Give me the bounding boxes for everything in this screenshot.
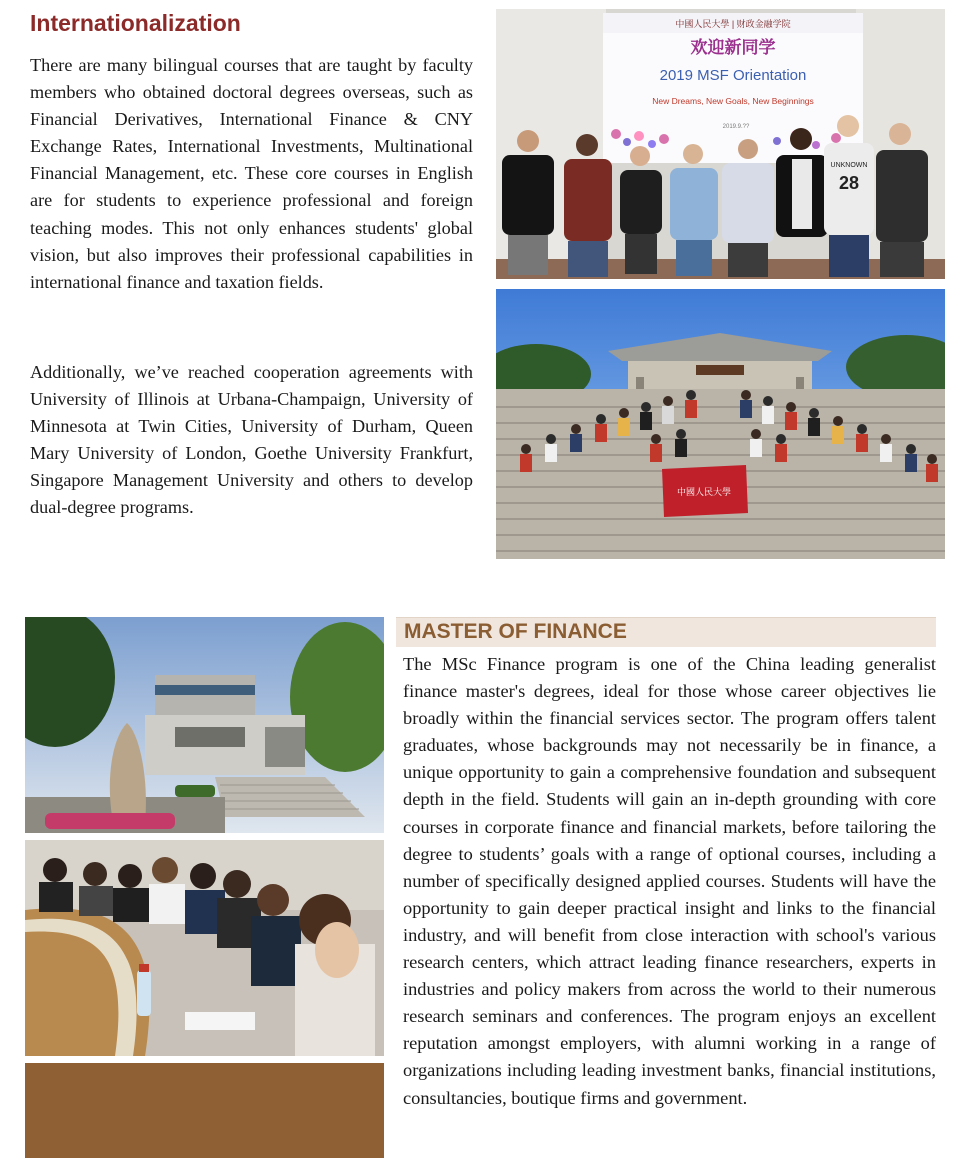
section-title-internationalization: Internationalization <box>30 10 241 36</box>
section-title-master-of-finance: MASTER OF FINANCE <box>404 620 627 643</box>
brown-decor-block <box>25 1063 384 1158</box>
banner-title-text: 2019 MSF Orientation <box>659 67 807 84</box>
group-steps-photo <box>496 289 945 559</box>
internationalization-paragraph-2: Additionally, we’ve reached cooperation agreements with University of Illinois at Urbana-Champaign, University of Minnesota at Twin Cities, University of Durham, Queen Mary University of London, Goethe University Frankfurt, Singapore Management University and others to develop dual-degree programs. <box>30 362 473 518</box>
flag-text: 中國人民大學 <box>676 487 732 497</box>
master-of-finance-paragraph: The MSc Finance program is one of the China leading generalist finance master's degrees, ideal for those whose career objectives lie broadly within the financial services sector. The program offers talent graduates, whose backgrounds may not necessarily be in finance, a unique opportunity to gain a comprehensive foundation and subsequent depth in the field. Students will gain an in-depth grounding with core courses in corporate finance and financial markets, before tailoring the degree to students’ goals with a range of optional courses, including a number of specifically designed applied courses. Students will have the opportunity to gain deeper practical insight and links to the financial industry, and will benefit from close interaction with school's various research centers, which attract leading finance researchers, experts in industries and policy makers from across the world to their numerous research seminars and conferences. The program enjoys an excellent reputation amongst employers, with alumni working in a range of organizations including leading investment banks, financial institutions, consultancies, boutique firms and government. <box>403 654 936 1108</box>
banner-header-text: 中國人民大學 | 财政金融学院 <box>675 19 791 29</box>
campus-building-photo <box>25 617 384 833</box>
banner-date-text: 2019.9.?? <box>722 124 750 130</box>
shirt-text-1: UNKNOWN <box>830 162 868 169</box>
internationalization-paragraph-1: There are many bilingual courses that are taught by faculty members who obtained doctoral degrees overseas, such as Financial Derivatives, International Finance & CNY Exchange Rates, International Investments, Multinational Financial Management, etc. These core courses in English are for students to experience professional and foreign teaching modes. This not only enhances students' global vision, but also improves their professional capabilities in international finance and taxation fields. <box>30 55 473 292</box>
shirt-text-2: 28 <box>838 173 860 193</box>
orientation-photo <box>496 9 945 279</box>
master-of-finance-header-band <box>396 617 936 647</box>
banner-welcome-text: 欢迎新同学 <box>690 38 776 57</box>
classroom-photo <box>25 840 384 1056</box>
banner-tagline-text: New Dreams, New Goals, New Beginnings <box>652 96 814 106</box>
